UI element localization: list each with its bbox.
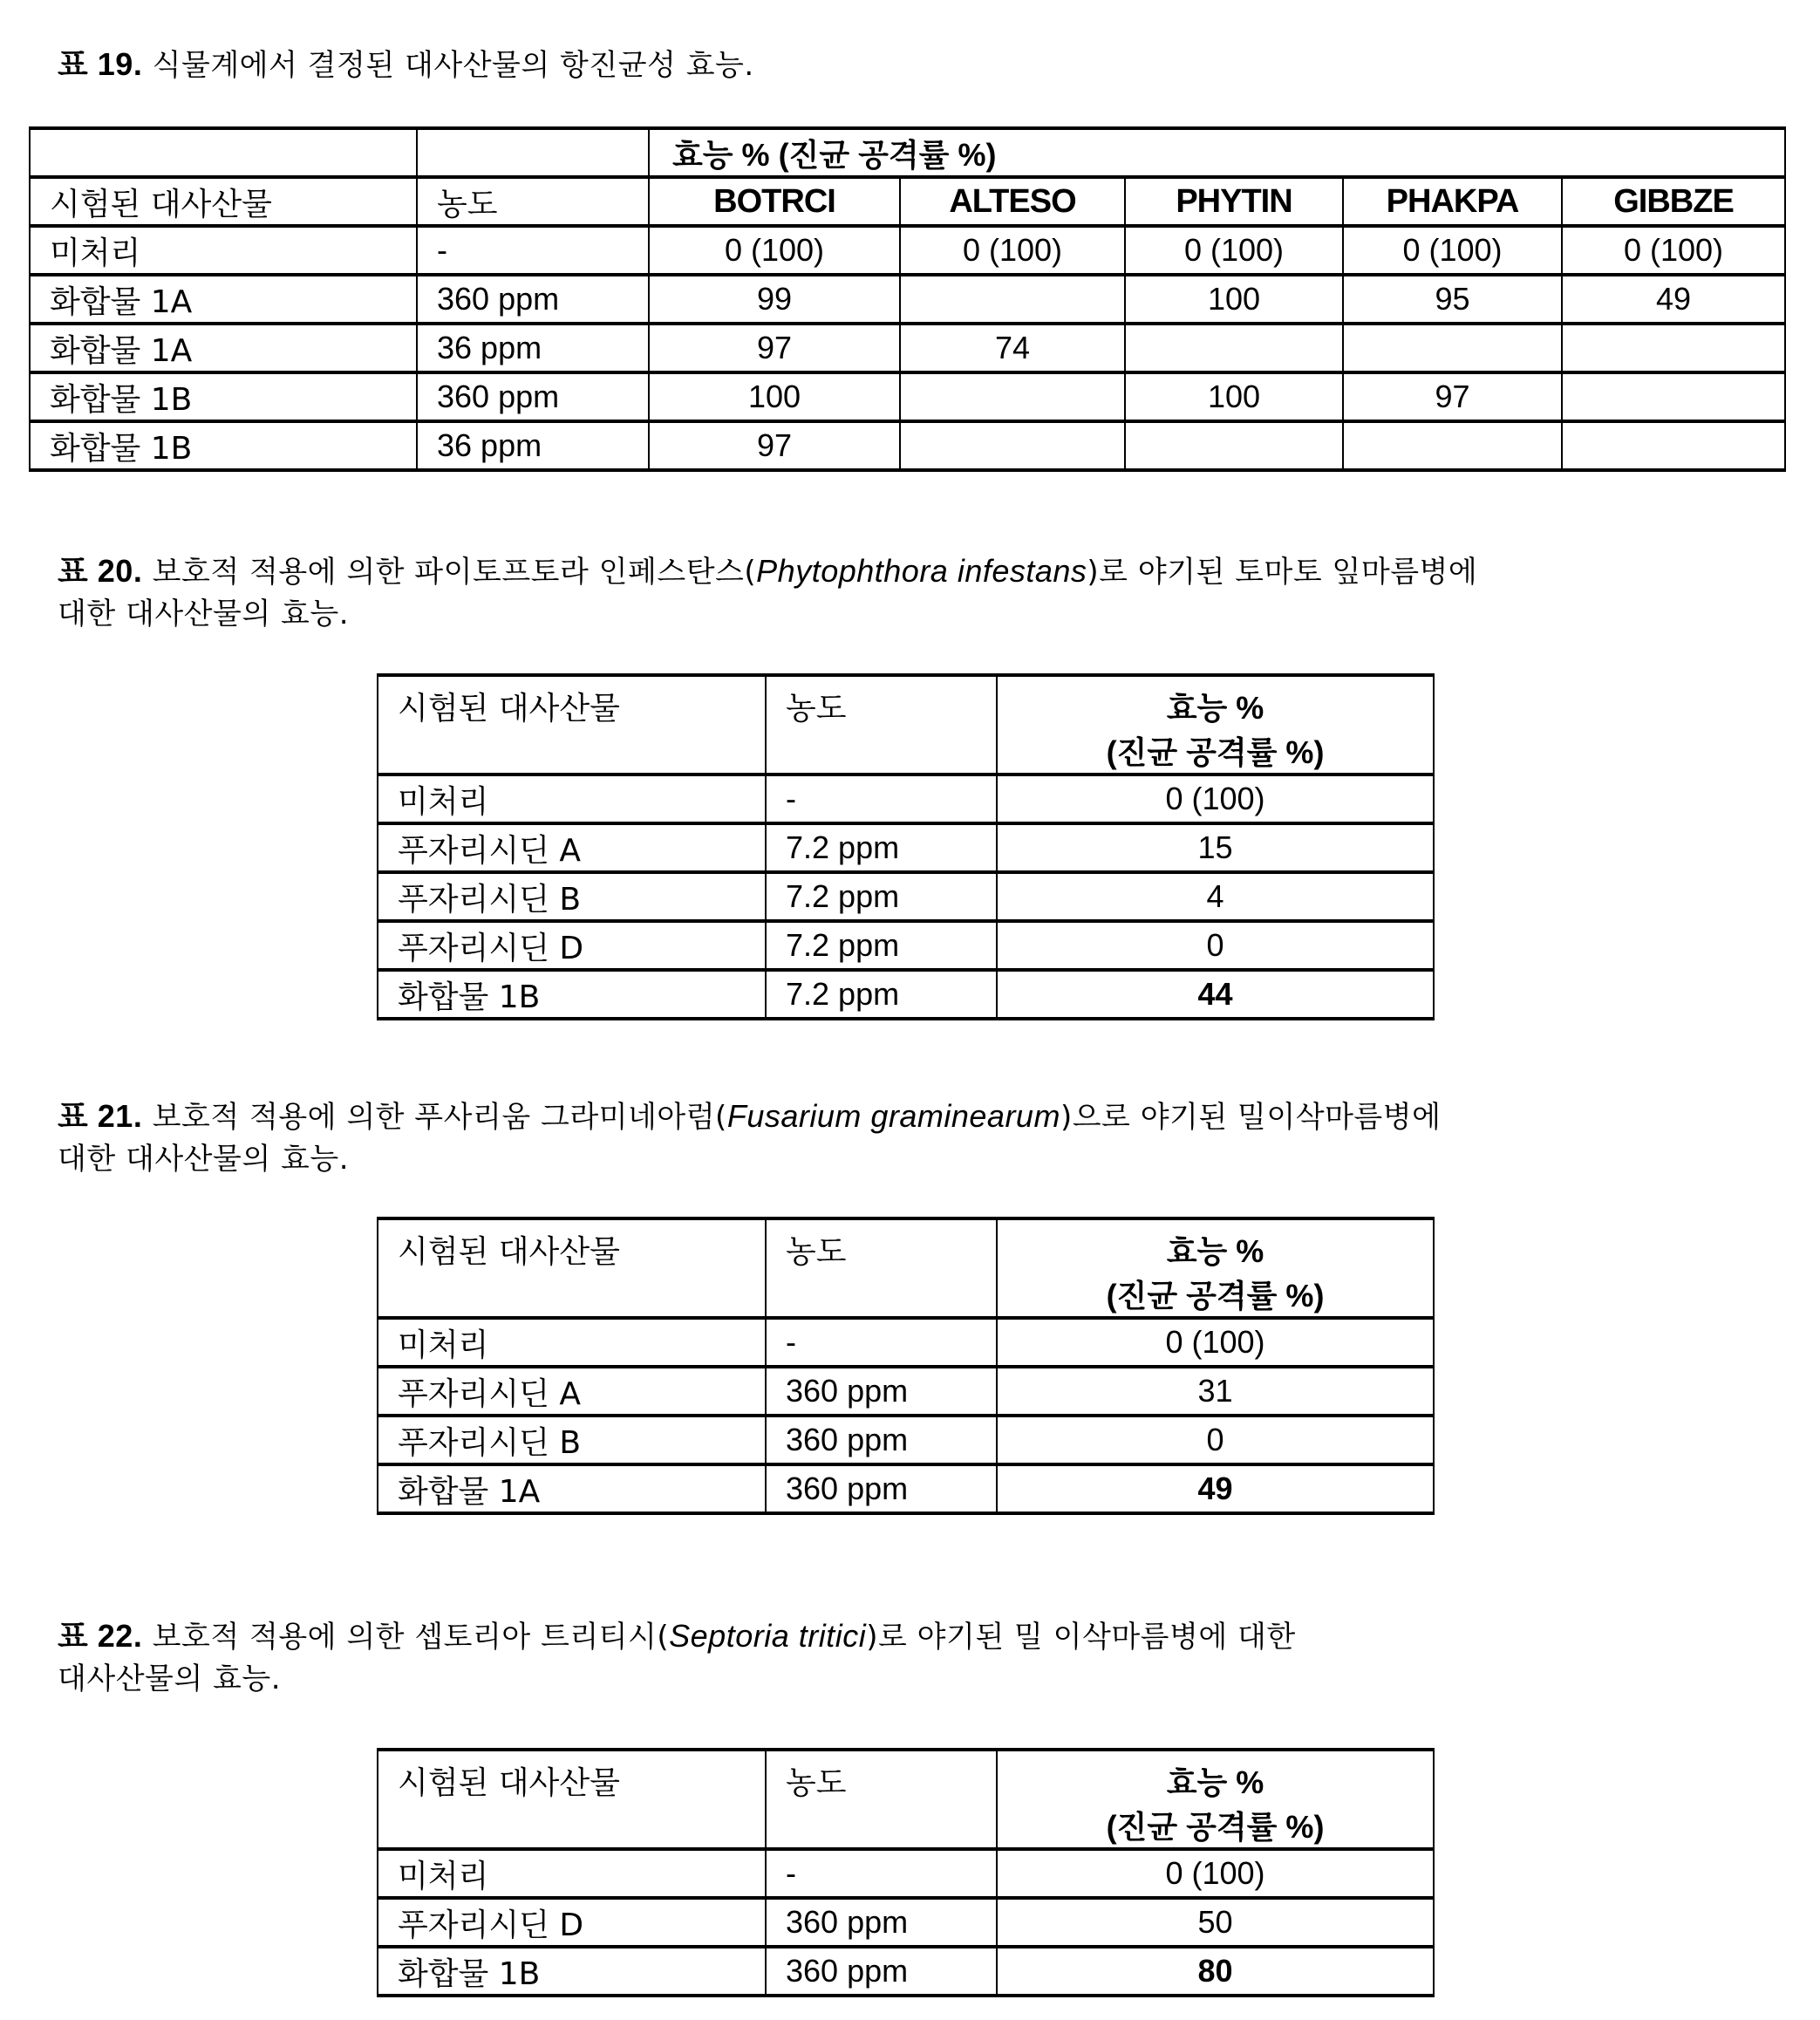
table-row [30,324,1785,372]
table22-col-concentration: 농도 [766,1750,997,1849]
concentration-cell: 7.2 ppm [766,921,997,970]
compound-cell: 미처리 [378,1318,766,1367]
efficacy-cell: 0 [997,921,1434,970]
value-cell: 97 [649,324,900,372]
value-cell [900,372,1125,421]
table19-empty-cell [30,128,417,177]
compound-cell: 푸자리시딘 B [378,1416,766,1464]
table20-title-post: )로 야기된 토마토 잎마름병에 [1087,555,1478,590]
value-cell: 0 (100) [1343,226,1562,275]
table-row [378,775,1434,823]
concentration-cell: 360 ppm [766,1464,997,1513]
value-cell [900,421,1125,470]
efficacy-cell: 0 (100) [997,775,1434,823]
table19-label: 표 19. [58,46,143,82]
table21-title-line2: 대한 대사산물의 효능. [58,1142,350,1177]
compound-cell: 화합물 1A [30,324,417,372]
compound-cell: 화합물 1B [30,421,417,470]
efficacy-cell: 4 [997,872,1434,921]
table20-species: Phytophthora infestans [756,553,1087,589]
table22-title-pre: 보호적 적용에 의한 셉토리아 트리티시( [142,1620,670,1655]
table22-label: 표 22. [58,1618,143,1654]
table20-label: 표 20. [58,553,143,589]
compound-cell: 푸자리시딘 D [378,1898,766,1947]
value-cell [1562,324,1785,372]
table21-header-row [378,1218,1434,1318]
table19-title: 식물계에서 결정된 대사산물의 항진균성 효능. [142,48,754,83]
concentration-cell: 360 ppm [417,275,649,324]
value-cell [1562,421,1785,470]
concentration-cell: 36 ppm [417,324,649,372]
table22-species: Septoria tritici [669,1618,867,1654]
table19-col-pathogen: GIBBZE [1562,177,1785,226]
compound-cell: 미처리 [378,775,766,823]
compound-cell: 화합물 1B [30,372,417,421]
value-cell: 95 [1343,275,1562,324]
value-cell: 0 (100) [900,226,1125,275]
table21-caption [58,1095,1441,1180]
efficacy-label: 효능 % [1166,1233,1264,1269]
concentration-cell: 360 ppm [766,1898,997,1947]
table22-header-row [378,1750,1434,1849]
table-row [30,372,1785,421]
table-row [378,1464,1434,1513]
table21-species: Fusarium graminearum [726,1098,1060,1134]
efficacy-cell-highlight: 49 [997,1464,1434,1513]
concentration-cell: 7.2 ppm [766,872,997,921]
table-row [378,921,1434,970]
table22-col-efficacy [997,1750,1434,1849]
table19-group-header: 효능 % (진균 공격률 %) [649,128,1785,177]
table19-col-pathogen: PHAKPA [1343,177,1562,226]
concentration-cell: 7.2 ppm [766,970,997,1019]
infection-label: (진균 공격률 %) [1106,734,1325,770]
efficacy-cell-highlight: 44 [997,970,1434,1019]
efficacy-cell: 0 (100) [997,1849,1434,1898]
efficacy-cell: 0 [997,1416,1434,1464]
compound-cell: 푸자리시딘 A [378,823,766,872]
compound-cell: 화합물 1A [378,1464,766,1513]
infection-label: (진균 공격률 %) [1106,1809,1325,1845]
concentration-cell: - [766,1318,997,1367]
concentration-cell: 360 ppm [766,1367,997,1416]
table19-caption [58,44,754,86]
table-row [378,970,1434,1019]
efficacy-cell-highlight: 80 [997,1947,1434,1996]
concentration-cell: 360 ppm [417,372,649,421]
table19-group-header-row [30,128,1785,177]
compound-cell: 푸자리시딘 A [378,1367,766,1416]
value-cell [1343,324,1562,372]
table19-col-compound: 시험된 대사산물 [30,177,417,226]
table-row [378,823,1434,872]
table19-col-concentration: 농도 [417,177,649,226]
value-cell [900,275,1125,324]
table-row [30,421,1785,470]
concentration-cell: 36 ppm [417,421,649,470]
table-row [378,1318,1434,1367]
efficacy-cell: 50 [997,1898,1434,1947]
table20-caption [58,550,1477,635]
value-cell: 74 [900,324,1125,372]
table20-title-pre: 보호적 적용에 의한 파이토프토라 인페스탄스( [142,555,757,590]
efficacy-cell: 0 (100) [997,1318,1434,1367]
value-cell: 97 [1343,372,1562,421]
table-row [378,1367,1434,1416]
efficacy-label: 효능 % [1166,1764,1264,1800]
table20-header-row [378,675,1434,775]
efficacy-cell: 31 [997,1367,1434,1416]
value-cell: 49 [1562,275,1785,324]
table20-col-efficacy [997,675,1434,775]
table19 [29,126,1786,472]
efficacy-label: 효능 % [1166,690,1264,726]
value-cell [1125,421,1343,470]
compound-cell: 화합물 1A [30,275,417,324]
concentration-cell: - [417,226,649,275]
table20 [377,673,1435,1020]
value-cell: 100 [1125,372,1343,421]
value-cell [1562,372,1785,421]
compound-cell: 미처리 [378,1849,766,1898]
table22-col-compound: 시험된 대사산물 [378,1750,766,1849]
compound-cell: 화합물 1B [378,1947,766,1996]
table20-title-line2: 대한 대사산물의 효능. [58,597,350,631]
efficacy-cell: 15 [997,823,1434,872]
value-cell: 0 (100) [1562,226,1785,275]
value-cell: 100 [649,372,900,421]
compound-cell: 푸자리시딘 D [378,921,766,970]
table-row [378,1947,1434,1996]
compound-cell: 푸자리시딘 B [378,872,766,921]
table-row [378,872,1434,921]
value-cell: 97 [649,421,900,470]
value-cell: 0 (100) [1125,226,1343,275]
concentration-cell: - [766,775,997,823]
concentration-cell: 7.2 ppm [766,823,997,872]
table22-title-line2: 대사산물의 효능. [58,1662,282,1696]
table-row [30,275,1785,324]
table20-col-compound: 시험된 대사산물 [378,675,766,775]
table22 [377,1748,1435,1997]
value-cell: 100 [1125,275,1343,324]
table-row [30,226,1785,275]
table-row [378,1849,1434,1898]
value-cell: 0 (100) [649,226,900,275]
table19-col-pathogen: ALTESO [900,177,1125,226]
table-row [378,1416,1434,1464]
table21-title-post: )으로 야기된 밀이삭마름병에 [1060,1100,1442,1135]
value-cell [1125,324,1343,372]
concentration-cell: - [766,1849,997,1898]
compound-cell: 미처리 [30,226,417,275]
table22-caption [58,1615,1296,1700]
table20-col-concentration: 농도 [766,675,997,775]
table21 [377,1217,1435,1515]
table19-empty-cell [417,128,649,177]
table21-col-compound: 시험된 대사산물 [378,1218,766,1318]
value-cell [1343,421,1562,470]
table21-label: 표 21. [58,1098,143,1134]
table19-header-row [30,177,1785,226]
table21-col-concentration: 농도 [766,1218,997,1318]
infection-label: (진균 공격률 %) [1106,1278,1325,1314]
value-cell: 99 [649,275,900,324]
table21-col-efficacy [997,1218,1434,1318]
table-row [378,1898,1434,1947]
table21-title-pre: 보호적 적용에 의한 푸사리움 그라미네아럼( [142,1100,727,1135]
table22-title-post: )로 야기된 밀 이삭마름병에 대한 [866,1620,1296,1655]
concentration-cell: 360 ppm [766,1947,997,1996]
table19-col-pathogen: PHYTIN [1125,177,1343,226]
concentration-cell: 360 ppm [766,1416,997,1464]
compound-cell: 화합물 1B [378,970,766,1019]
table19-col-pathogen: BOTRCI [649,177,900,226]
